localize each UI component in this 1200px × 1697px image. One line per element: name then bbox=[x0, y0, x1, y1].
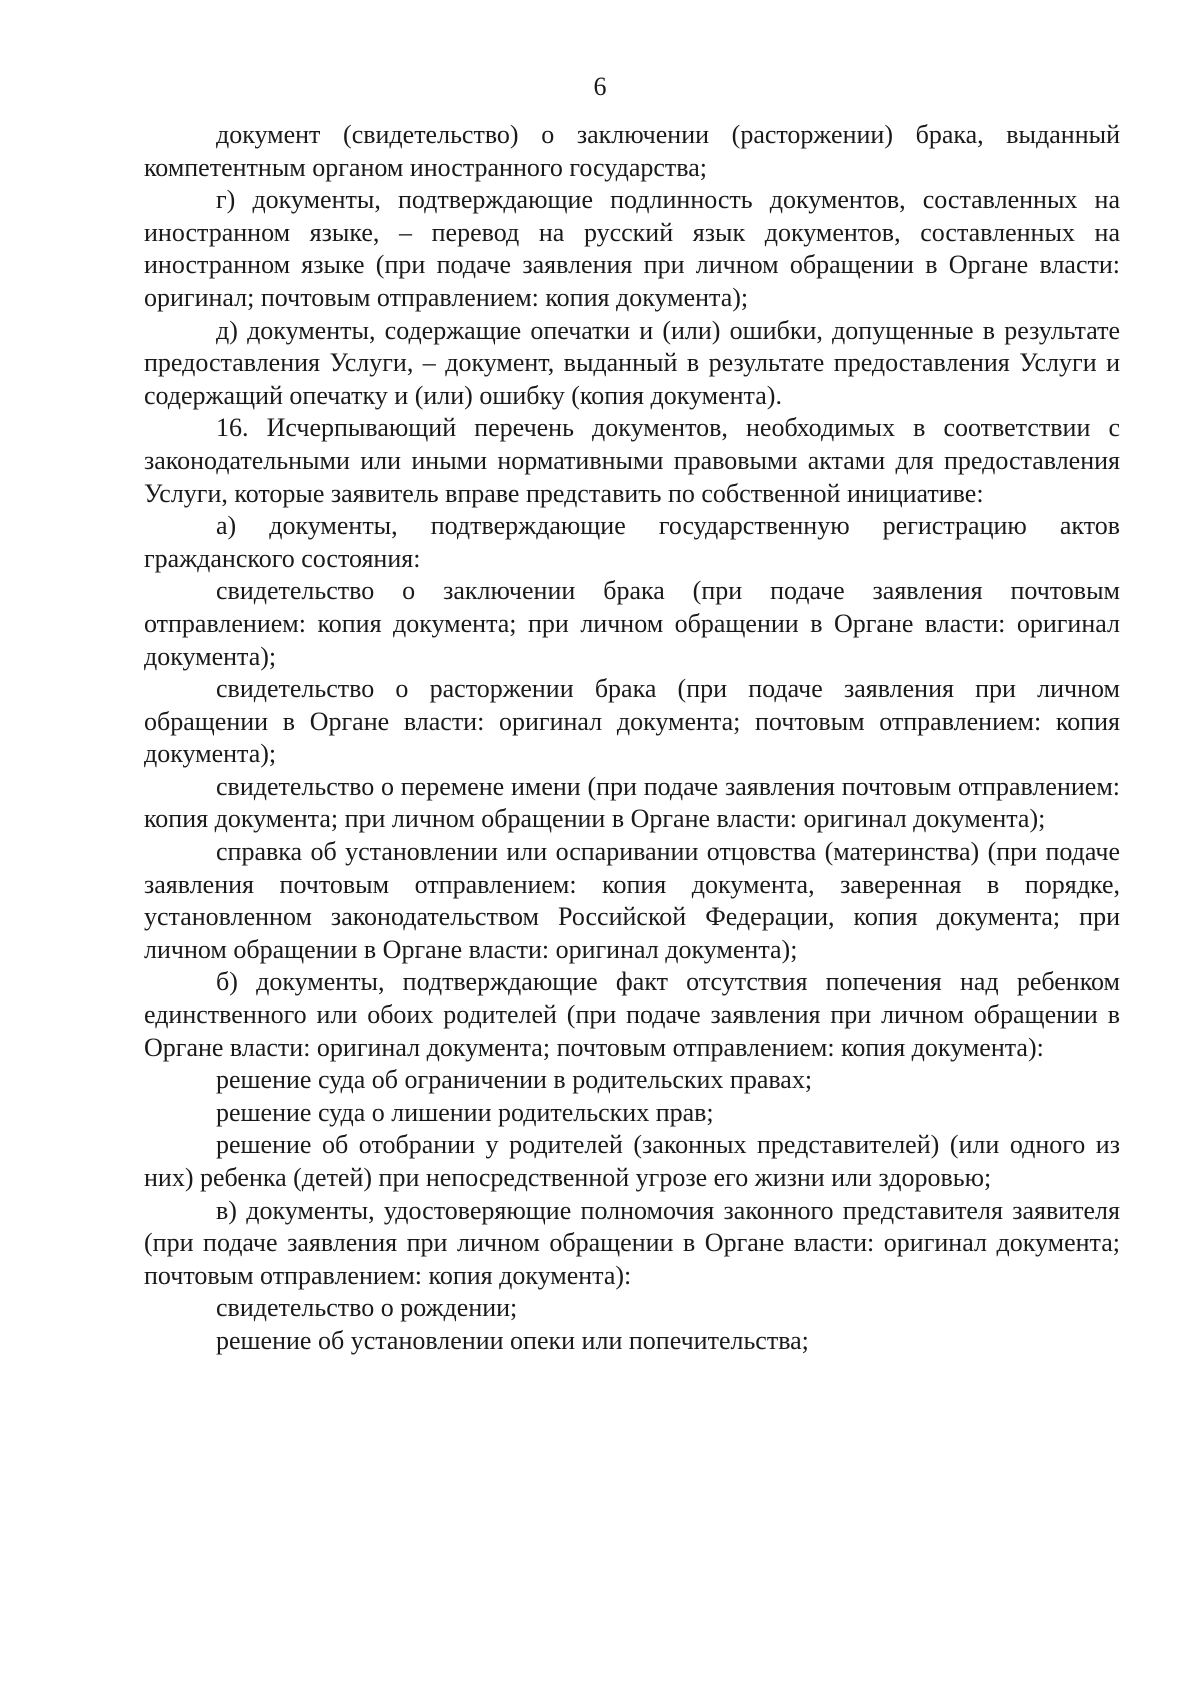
paragraph: свидетельство о перемене имени (при подаче заявления почтовым отправлением: копия документа; при личном обращении в Органе власти: оригинал документа); bbox=[144, 771, 1120, 834]
paragraph: решение суда о лишении родительских прав; bbox=[216, 1097, 714, 1127]
paragraph: документ (свидетельство) о заключении (расторжении) брака, выданный компетентным органом иностранного государства; bbox=[144, 120, 1120, 182]
paragraph: свидетельство о расторжении брака (при подаче заявления при личном обращении в Органе власти: оригинал документа; почтовым отправлением: копия документа); bbox=[144, 674, 1120, 769]
paragraph: решение об отобрании у родителей (законных представителей) (или одного из них) ребенка (детей) при непосредственной угрозе его жизни или здоровью; bbox=[144, 1130, 1120, 1192]
document-body bbox=[144, 119, 1120, 1358]
paragraph: 16. Исчерпывающий перечень документов, необходимых в соответствии с законодательными или иными нормативными правовыми актами для предоставления Услуги, которые заявитель вправе представить по собственной инициативе: bbox=[144, 413, 1120, 508]
paragraph: свидетельство о рождении; bbox=[216, 1293, 518, 1323]
paragraph: справка об установлении или оспаривании отцовства (материнства) (при подаче заявления почтовым отправлением: копия документа, заверенная в порядке, установленном законодательством Российской Федерации, копия документа; при личном обращении в Органе власти: оригинал документа); bbox=[144, 837, 1120, 964]
paragraph: свидетельство о заключении брака (при подаче заявления почтовым отправлением: копия документа; при личном обращении в Органе власти: оригинал документа); bbox=[144, 576, 1120, 671]
paragraph: решение об установлении опеки или попечительства; bbox=[216, 1325, 809, 1355]
page-number: 6 bbox=[593, 72, 607, 101]
paragraph: д) документы, содержащие опечатки и (или) ошибки, допущенные в результате предоставления Услуги, – документ, выданный в результате предоставления Услуги и содержащий опечатку и (или) ошибку (копия документа). bbox=[144, 315, 1120, 410]
paragraph: а) документы, подтверждающие государственную регистрацию актов гражданского состояния: bbox=[144, 511, 1120, 573]
paragraph: б) документы, подтверждающие факт отсутствия попечения над ребенком единственного или обоих родителей (при подаче заявления при личном обращении в Органе власти: оригинал документа; почтовым отправлением: копия документа): bbox=[144, 967, 1120, 1062]
paragraph: г) документы, подтверждающие подлинность документов, составленных на иностранном языке, – перевод на русский язык документов, составленных на иностранном языке (при подаче заявления при личном обращении в Органе власти: оригинал; почтовым отправлением: копия документа); bbox=[144, 185, 1120, 312]
paragraph: в) документы, удостоверяющие полномочия законного представителя заявителя (при подаче заявления при личном обращении в Органе власти: оригинал документа; почтовым отправлением: копия документа): bbox=[144, 1195, 1120, 1290]
paragraph: решение суда об ограничении в родительских правах; bbox=[216, 1065, 813, 1095]
